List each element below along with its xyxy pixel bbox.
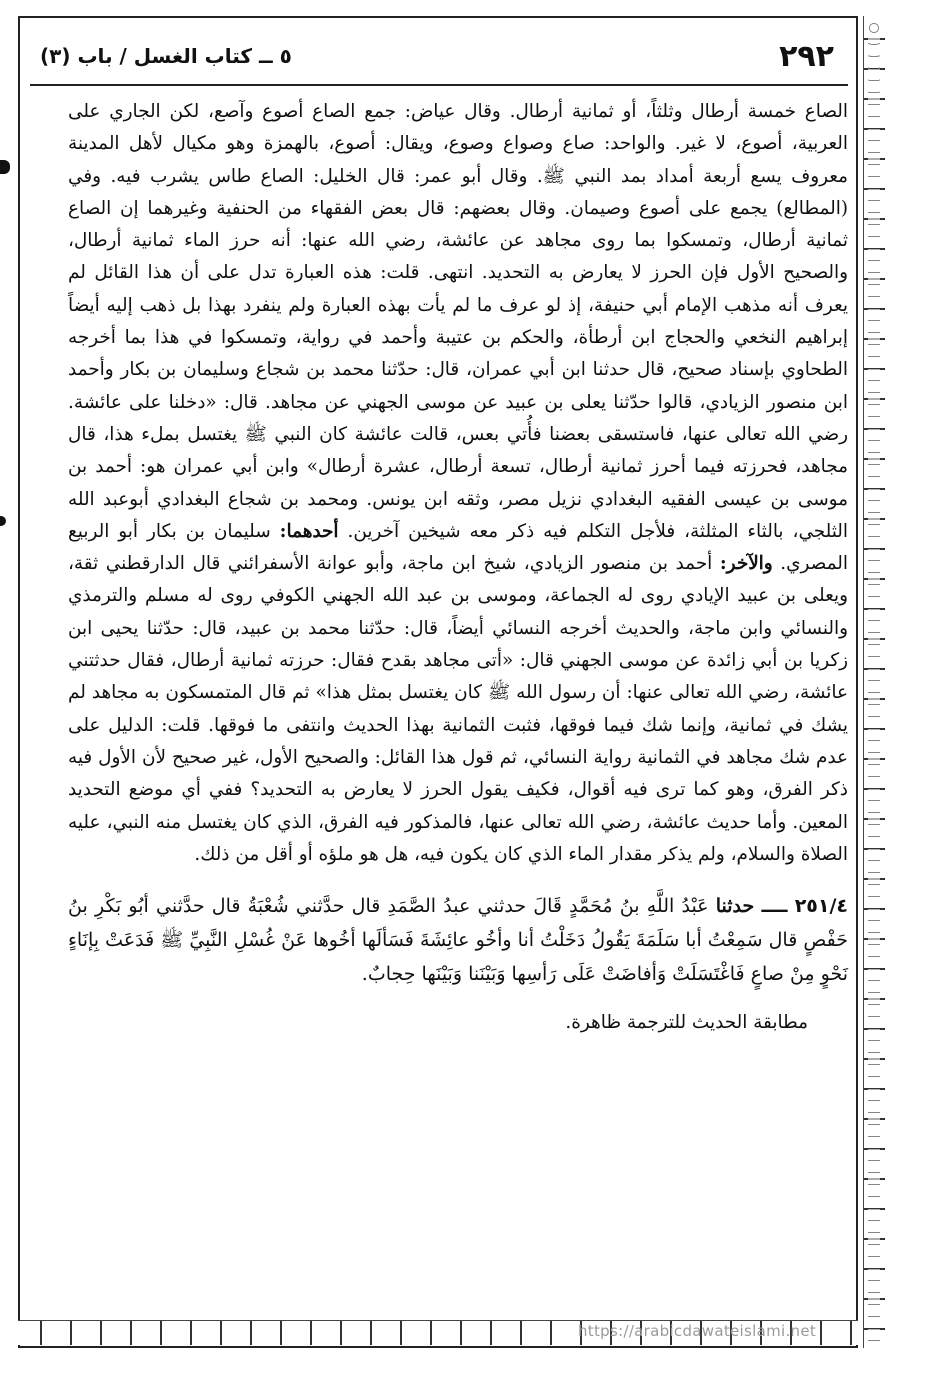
margin-mark	[0, 160, 10, 174]
margin-mark	[0, 516, 6, 526]
commentary-text: الصاع خمسة أرطال وثلثاً، أو ثمانية أرطال. وقال عياض: جمع الصاع أصوع وآصع، لكن الجاري على العربية، أصوع، لا غير. والواحد: صاع وصواع وصوع، ويقال: أصوع، بالهمزة وهو مكيال لأهل المدينة معروف يسع أربعة أمداد بمد النبي ﷺ. وقال أبو عمر: قال الخليل: الصاع طاس يشرب فيه. وفي (المطالع) يجمع على أصوع وصيمان. وقال بعضهم: قال بعض الفقهاء من الحنفية وغيرهما إن الصاع ثمانية أرطال، وتمسكوا بما روى مجاهد عن عائشة، رضي الله عنها: أنه حرز الماء ثمانية أرطال، والصحيح الأول فإن الحرز لا يعارض به التحديد. انتهى. قلت: هذه العبارة تدل على أن هذا القائل لم يعرف أنه مذهب الإمام أبي حنيفة، إذ لو عرف ما لم يأت بهذه العبارة ولم ينفرد بهذا بل ذهب إليه أيضاً إبراهيم النخعي والحجاج ابن أرطأة، والحكم بن عتيبة وأحمد في رواية، وتمسكوا في هذا بما أخرجه الطحاوي بإسناد صحيح، قال حدثنا ابن أبي عمران، قال: حدّثنا محمد بن شجاع وسليمان بن بكار وأحمد ابن منصور الزيادي، قالوا حدّثنا يعلى بن عبيد عن موسى الجهني عن مجاهد. قال: «دخلنا على عائشة. رضي الله تعالى عنها، فاستسقى بعضنا فأُتي بعس، قالت عائشة كان النبي ﷺ يغتسل بملء هذا، قال مجاهد، فحرزته فيما أحرز ثمانية أرطال، تسعة أرطال، عشرة أرطال» وابن أبي عمران هو: أحمد بن موسى بن عيسى الفقيه البغدادي نزيل مصر، وثقه ابن يونس. ومحمد بن شجاع البغدادي أبوعبد الله الثلجي، بالثاء المثلثة، فلأجل التكلم فيه ذكر معه شيخين آخرين.	[68, 101, 849, 542]
hadith-keyword: حدثنا	[715, 895, 755, 918]
commentary-text: سليمان بن بكار أبو الربيع المصري.	[68, 520, 848, 575]
label-other: والآخر:	[719, 553, 773, 575]
conclusion-line: مطابقة الحديث للترجمة ظاهرة.	[565, 1012, 808, 1034]
hadith-block	[68, 889, 848, 991]
page-number: ٢٩٢	[779, 38, 834, 74]
page-header	[30, 28, 848, 86]
hadith-number: ٢٥١/٤	[794, 895, 849, 918]
hadith-text: عَبْدُ اللَّهِ بنُ مُحَمَّدٍ قَالَ حدثني عبدُ الصَّمَدِ قال حدَّثني شُعْبَةُ قال حدَّثني أبُو بَكْرِ بنُ حَفْصٍ قال سَمِعْتُ أبا سَلَمَةَ يَقُولُ دَخَلْتُ أنا وأخُو عائِشَةَ فَسَألَها أخُوها عَنْ غُسْلِ النَّبِيِّ ﷺ فَدَعَتْ بِإنَاءٍ نَحْوٍ مِنْ صاعٍ فَاغْتَسَلَتْ وَأفاضَتْ عَلَى رَأسِها وَبَيْنَنا وَبَيْنَها حِجابٌ.	[68, 895, 848, 986]
commentary-text: أحمد بن منصور الزيادي، شيخ ابن ماجة، وأبو عوانة الأسفرائني قال الدارقطني ثقة، ويعلى بن عبيد الإيادي روى له الجماعة، وموسى بن عبد الله الجهني الكوفي روى له مسلم والترمذي والنسائي وابن ماجة، والحديث أخرجه النسائي أيضاً، قال: حدّثنا محمد بن عبيد، قال: حدّثنا يحيى ابن زكريا بن أبي زائدة عن موسى الجهني قال: «أتى مجاهد بقدح فقال: حرزته ثمانية أرطال، فقال حدثتني عائشة، رضي الله تعالى عنها: أن رسول الله ﷺ كان يغتسل بمثل هذا» ثم قال المتمسكون به مجاهد لم يشك في ثمانية، وإنما شك فيما فوقها، فثبت الثمانية بهذا الحديث وانتفى ما فوقها. قلت: الدليل على عدم شك مجاهد في الثمانية رواية النسائي، ثم قول هذا القائل: والصحيح الأول، غير صحيح لأن الأول فيه ذكر الفرق، وهو كما ترى فيه أقوال، فكيف يقول الحرز لا يعارض به التحديد؟ ففي أي موضع التحديد المعين. وأما حديث عائشة، رضي الله تعالى عنها، فالمذكور فيه الفرق، الذي كان يغتسل منه النبي، عليه الصلاة والسلام، ولم يذكر مقدار الماء الذي كان يكون فيه، هل هو ملؤه أو أقل من ذلك.	[68, 553, 848, 865]
running-title: ٥ ــ كتاب الغسل / باب (٣)	[40, 44, 292, 68]
hadith-dash: ــــ	[761, 895, 788, 918]
page-body	[68, 96, 848, 1039]
commentary-paragraph	[68, 96, 848, 871]
label-first: أحدهما:	[279, 520, 339, 542]
side-ornament-border	[863, 16, 885, 1348]
watermark-url: https://arabicdawateislami.net	[578, 1322, 817, 1340]
